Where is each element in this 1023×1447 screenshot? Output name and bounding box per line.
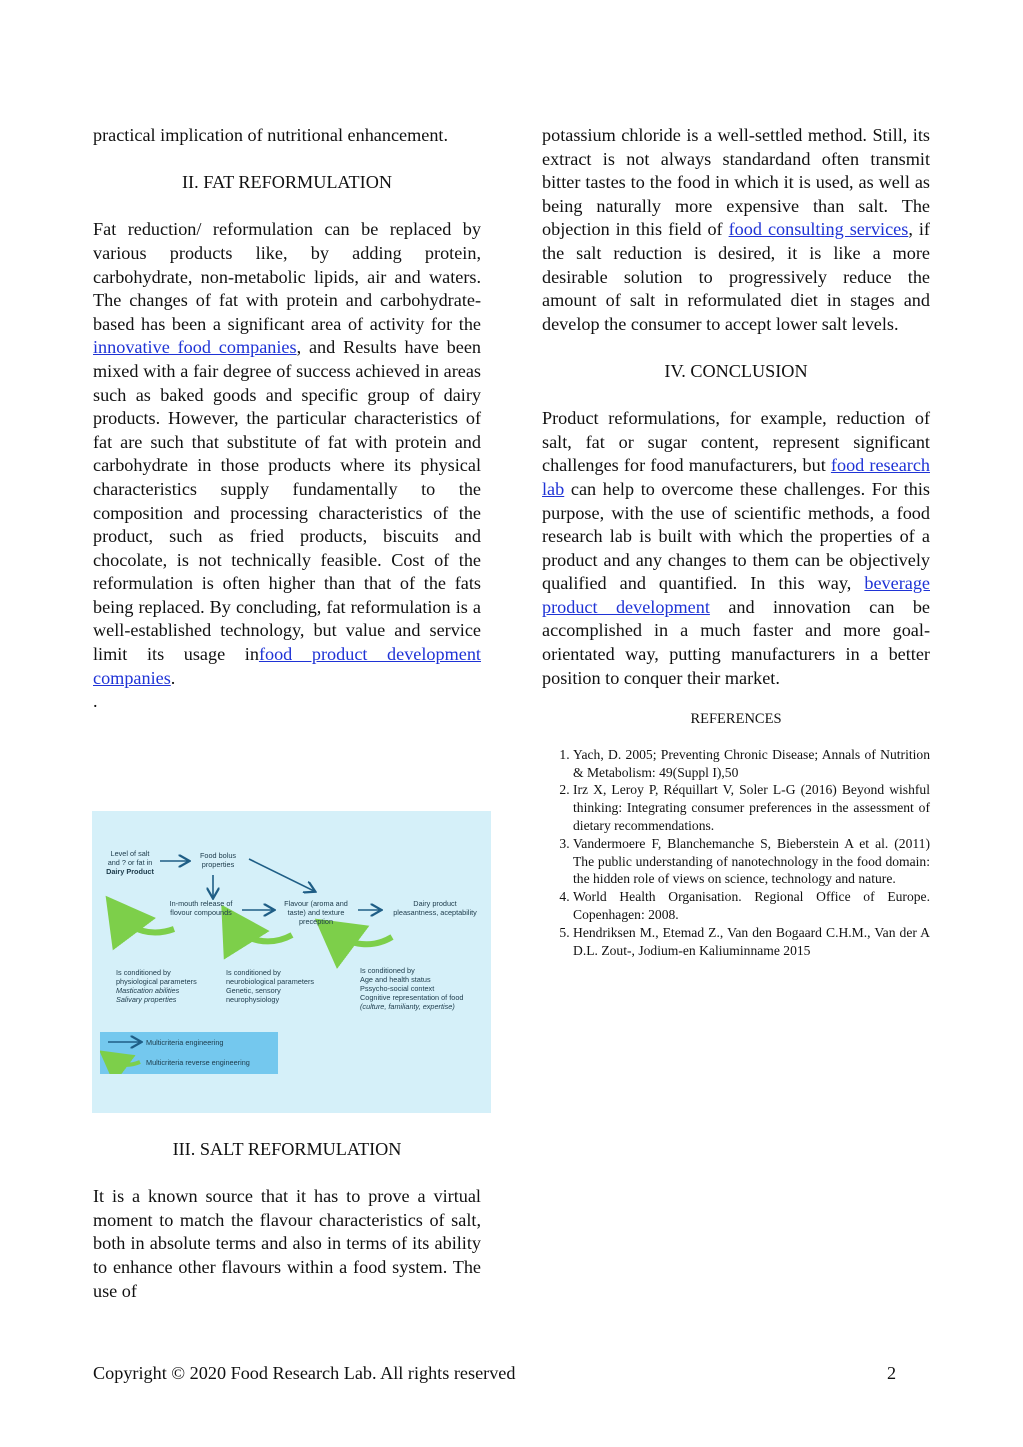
salt-section [93,1138,481,1303]
concl-text-2: can help to overcome these challenges. For this purpose, with the use of scientific methods, a food research lab is built with which the properties of a product and any changes to them can be objectively qualified and quantified. In this way, [542,478,930,594]
legend-multicriteria-reverse: Multicriteria reverse engineering [146,1058,250,1067]
salt-paragraph: It is a known source that it has to prove a virtual moment to match the flavour characteristics of salt, both in absolute terms and also in terms of its ability to enhance other flavours within a food system. The use of [93,1186,481,1301]
reference-item: 1. Yach, D. 2005; Preventing Chronic Disease; Annals of Nutrition & Metabolism: 49(Suppl I),50 [573,746,930,782]
intro-paragraph: practical implication of nutritional enhancement. [93,125,449,145]
green-arrow-1 [120,915,174,933]
salt-reformulation-heading: III. SALT REFORMULATION [172,1139,402,1159]
fat-text-2: , and Results have been mixed with a fair degree of success achieved in areas such as baked goods and specific group of dairy products. However, the particular characteristics of fat are such that substitute of fat with protein and carbohydrate in those products where its physical characteristics supply fundamentally to the composition and processing characteristics of the product, such as fried products, biscuits and chocolate, is not technically feasible. Cost of the reformulation is often higher than that of the fats being replaced. By concluding, fat reformulation is a well-established technology, but value and service limit its usage in [93,337,482,665]
salt-cont-text-2: , if the salt reduction is desired, it is like a more desirable solution to progressively reduce the amount of salt in reformulated diet in stages and develop the consumer to accept lower salt levels. [542,219,930,334]
dairy-product-diagram [92,811,491,1113]
stray-dot: . [93,691,98,712]
release-label: In-mouth release of flovour compounds [169,899,233,917]
pleasantness-label: Dairy product pleasantness, aceptability [393,899,477,917]
condition-3-detail: (culture, familianty, expertise) [360,1002,455,1011]
diagram-legend [100,1032,278,1074]
fat-reformulation-heading: II. FAT REFORMULATION [181,172,392,193]
condition-3-head: Is conditioned by Age and health status Pssycho-social context Cognitive representation of food [360,966,464,1002]
innovative-food-companies-link[interactable]: innovative food companies [93,337,297,358]
conclusion-paragraph [542,407,930,690]
legend-green-arrow-icon [112,1060,140,1065]
level-label: Level of salt and ? or fat in Dairy Product [106,849,154,876]
reference-item: 2. Irz X, Leroy P, Réquillart V, Soler L-G (2016) Beyond wishful thinking: Integrating consumer preferences in the assessment of dietary recommendations. [573,781,930,834]
references-heading: REFERENCES [690,711,782,728]
flavour-label: Flavour (aroma and taste) and texture preception [284,899,348,926]
concl-text-1: Product reformulations, for example, reduction of salt, fat or sugar content, represent significant challenges for food manufacturers, but [542,408,930,476]
right-column [542,124,930,959]
arrow-bolus-to-flavour [249,859,314,891]
condition-1 [116,968,220,1004]
fat-text-1: Fat reduction/ reformulation can be replaced by various products like, by adding protein, carbohydrate, non-metabolic lipids, air and waters. The changes of fat with protein and carbohydrate-based has been a significant area of activity for the [93,219,481,334]
reference-item: 4. World Health Organisation. Regional Office of Europe. Copenhagen: 2008. [573,888,930,924]
reference-item: 3. Vandermoere F, Blanchemanche S, Bieberstein A et al. (2011) The public understanding of nanotechnology in the food domain: the hidden role of views on science, technology and nature. [573,835,930,888]
left-column [93,124,481,714]
salt-continued-paragraph [542,124,930,336]
food-research-lab-link[interactable]: food research lab [542,455,930,499]
references-list [542,746,930,960]
legend-multicriteria-engineering: Multicriteria engineering [146,1038,224,1047]
conclusion-heading: IV. CONCLUSION [664,360,808,381]
bolus-label: Food bolus properties [199,851,237,869]
fat-paragraph [93,218,481,690]
condition-1-head: Is conditioned by physiological parameters [116,968,197,986]
condition-2: Is conditioned by neurobiological parameters Genetic, sensory neurophysiology [226,968,315,1004]
food-product-development-link[interactable]: food product development companies [93,644,481,688]
level-label-bold: Dairy Product [106,867,154,876]
concl-text-3: and innovation can be accomplished in a much faster and more goal-orientated way, putting manufacturers in a better position to conquer their market. [542,596,930,688]
green-arrow-2 [234,925,292,941]
beverage-product-development-link[interactable]: beverage product development [542,573,930,617]
footer-page-number: 2 [887,1363,897,1383]
food-consulting-services-link[interactable]: food consulting services [728,219,909,240]
green-arrow-3 [334,933,392,944]
salt-cont-text-1: potassium chloride is a well-settled method. Still, its extract is not always standardand often transmit bitter tastes to the food in which it is used, as well as being naturally more expensive than salt. The objection in this field of [542,125,930,240]
condition-1-detail: Mastication abilities Salivary properties [116,986,180,1004]
fat-text-3: . [170,667,176,688]
footer-copyright: Copyright © 2020 Food Research Lab. All rights reserved [93,1363,516,1383]
condition-3 [360,966,488,1011]
reference-item: 5. Hendriksen M., Etemad Z., Van den Bogaard C.H.M., Van der A D.L. Zout-, Jodium-en Kaliuminname 2015 [573,924,930,960]
